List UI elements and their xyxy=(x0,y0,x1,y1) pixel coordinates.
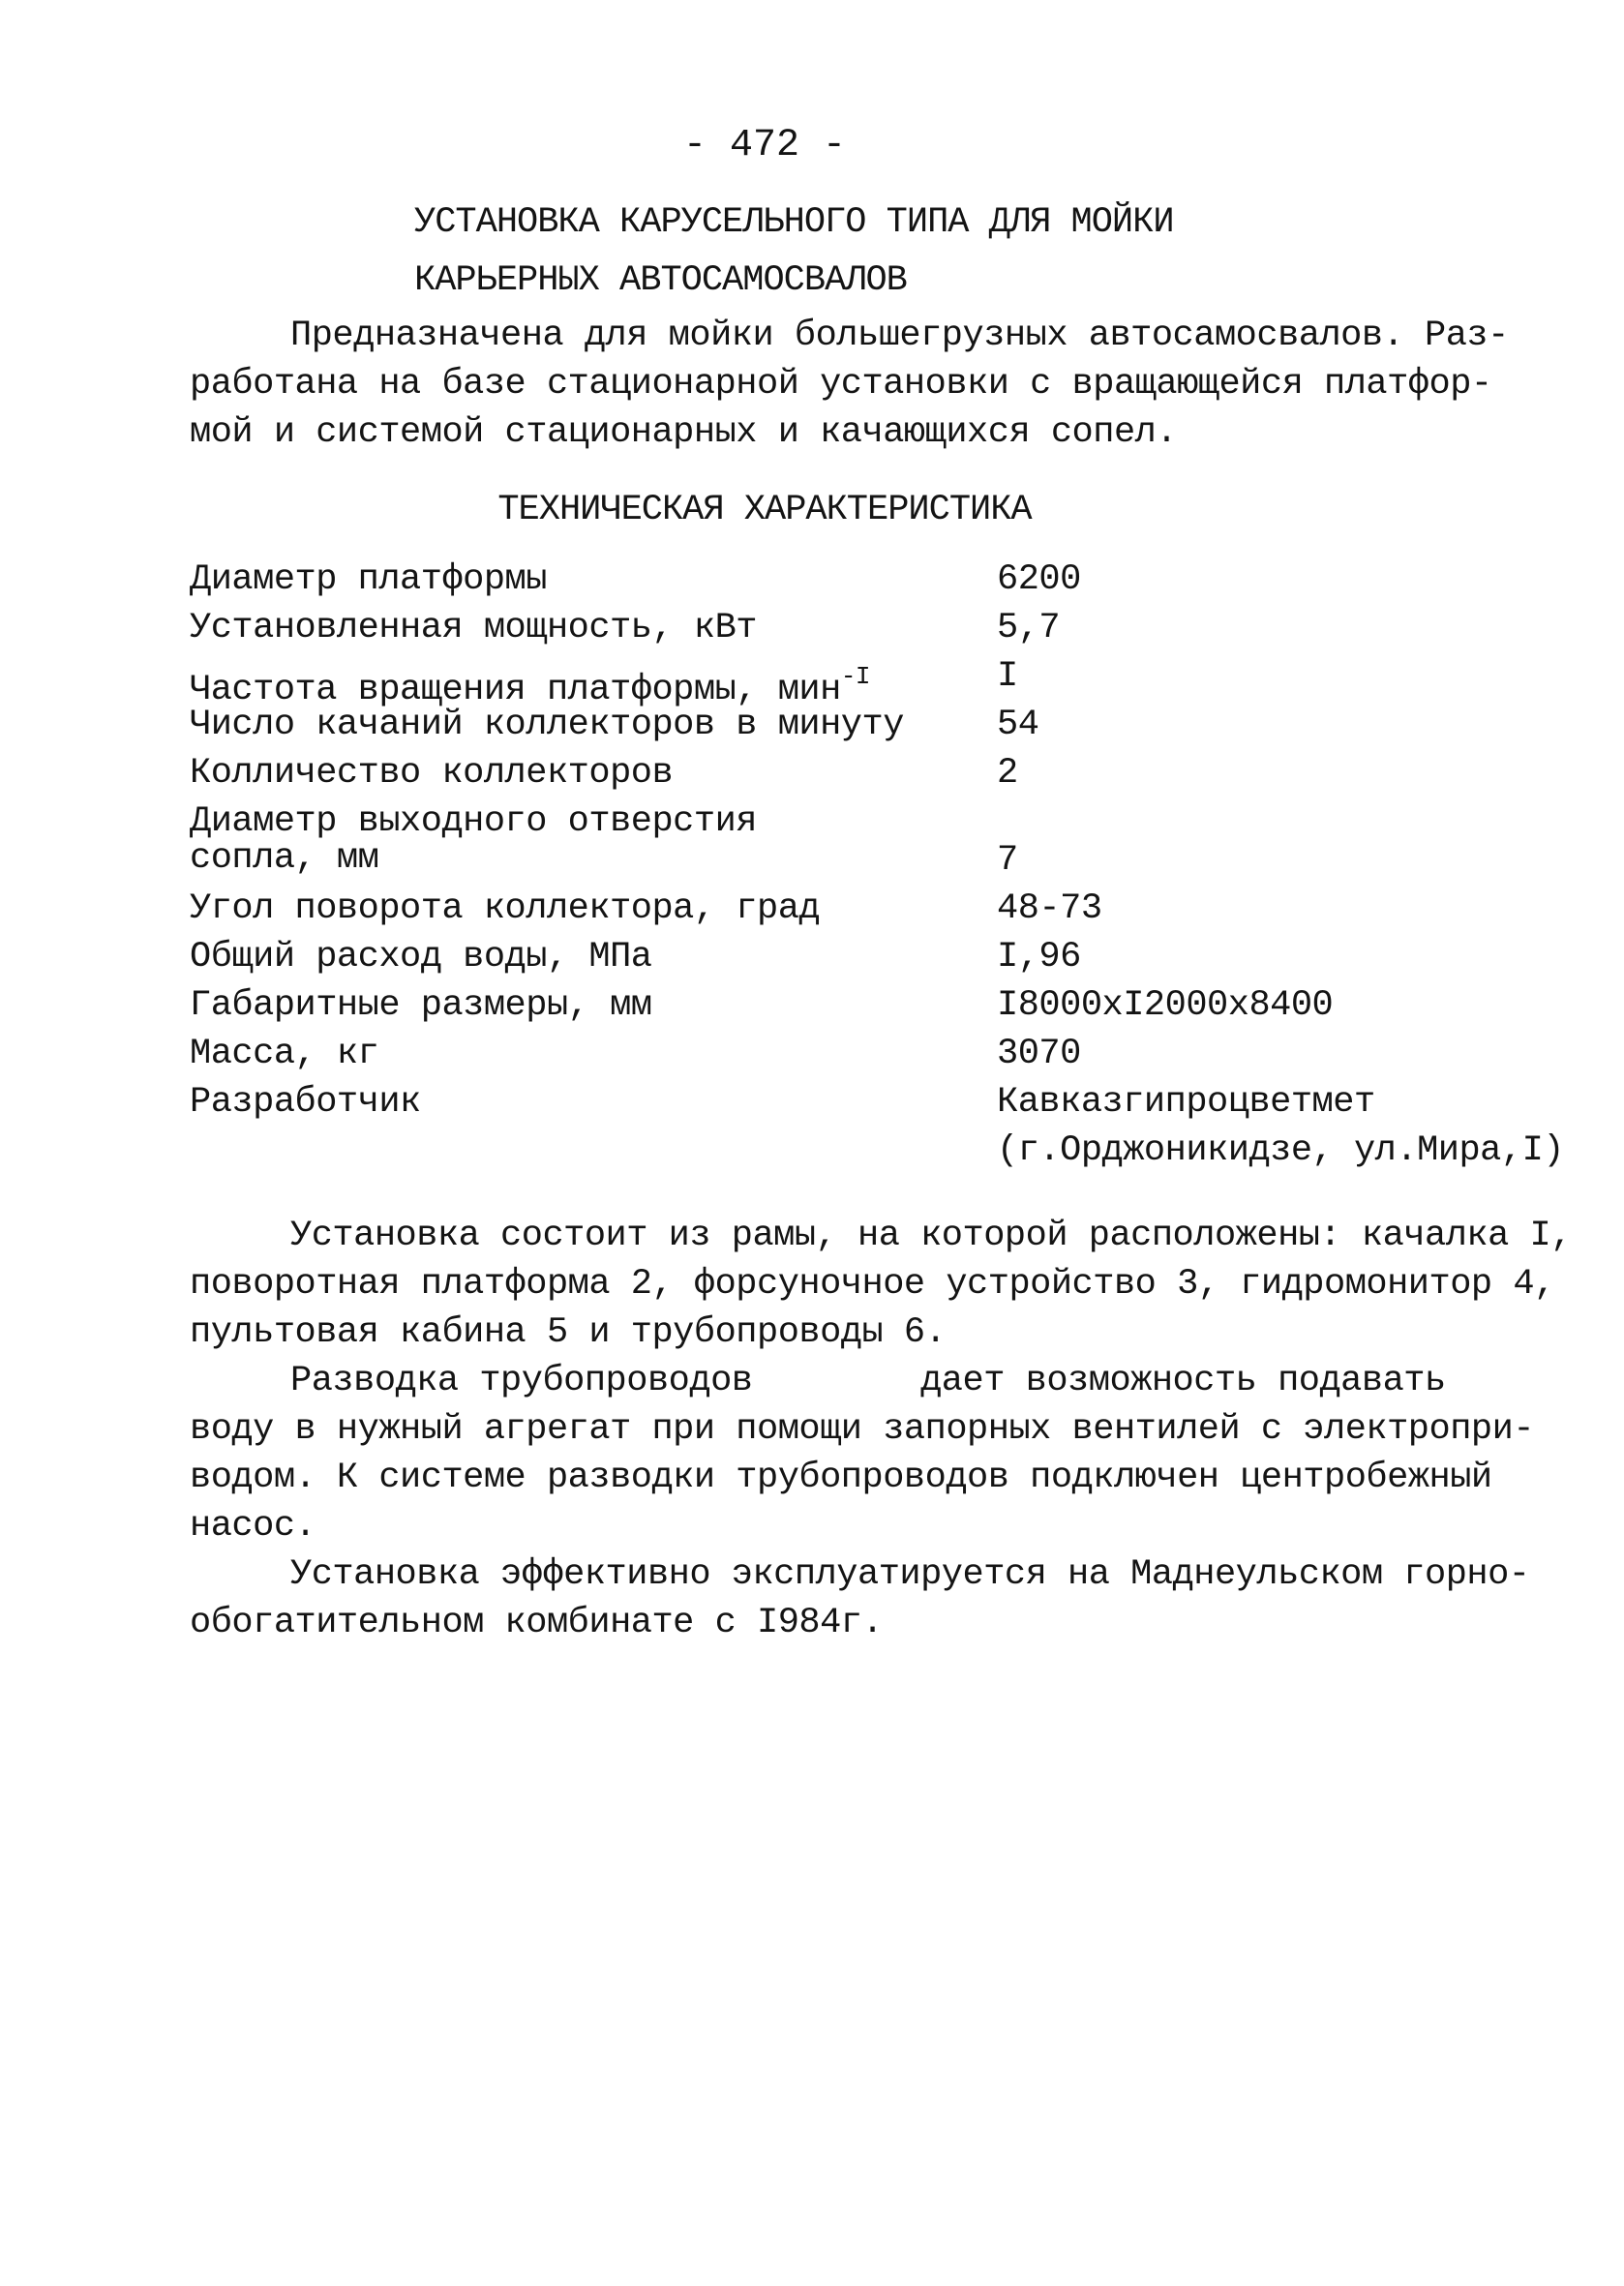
spec-name: Диаметр платформы xyxy=(190,559,547,600)
spec-row xyxy=(190,556,1564,604)
body-line: поворотная платформа 2, форсуночное устройство 3, гидромонитор 4, xyxy=(190,1264,1555,1305)
body-line: Установка состоит из рамы, на которой расположены: качалка I, xyxy=(290,1216,1572,1256)
spec-value: 48-73 xyxy=(997,888,1102,929)
spec-name: Установленная мощность, кВт xyxy=(190,608,757,648)
spec-name: Число качаний коллекторов в минуту xyxy=(190,705,904,745)
spec-name: Разработчик xyxy=(190,1082,421,1123)
body-paragraph-1 xyxy=(190,1212,1572,1357)
body-paragraph-2 xyxy=(190,1357,1534,1550)
body-line: обогатительном комбинате с I984г. xyxy=(190,1603,884,1643)
body-paragraph-3 xyxy=(190,1550,1530,1647)
spec-row xyxy=(190,797,1564,885)
page-number: - 472 - xyxy=(682,124,847,167)
specs-table xyxy=(190,556,1564,1175)
intro-line-1: Предназначена для мойки большегрузных автосамосвалов. Раз- xyxy=(290,316,1509,356)
spec-value: 6200 xyxy=(997,559,1081,600)
spec-value: 2 xyxy=(997,753,1018,794)
document-title xyxy=(414,194,1174,310)
body-line: воду в нужный агрегат при помощи запорных вентилей с электропри- xyxy=(190,1409,1535,1450)
spec-row xyxy=(190,604,1564,652)
spec-name-text: Частота вращения платформы, мин xyxy=(190,670,841,710)
spec-row xyxy=(190,933,1564,981)
spec-row xyxy=(190,652,1564,710)
spec-name: Масса, кг xyxy=(190,1034,379,1074)
spec-value: I8000xI2000x8400 xyxy=(997,985,1334,1026)
spec-value: 7 xyxy=(997,840,1018,881)
spec-row xyxy=(190,701,1564,749)
spec-row xyxy=(190,1078,1564,1175)
spec-row xyxy=(190,749,1564,797)
spec-name: Колличество коллекторов xyxy=(190,753,674,794)
spec-name: Угол поворота коллектора, град xyxy=(190,888,821,929)
body-line: Разводка трубопроводов дает возможность подавать xyxy=(290,1361,1446,1401)
spec-row xyxy=(190,981,1564,1030)
spec-value: 3070 xyxy=(997,1034,1081,1074)
intro-line-3: мой и системой стационарных и качающихся сопел. xyxy=(190,412,1178,453)
intro-line-2: работана на базе стационарной установки с вращающейся платфор- xyxy=(190,364,1492,405)
spec-name: Габаритные размеры, мм xyxy=(190,985,652,1026)
spec-value: Кавказгипроцветмет (г.Орджоникидзе, ул.Мира,I) xyxy=(997,1082,1564,1171)
spec-name-superscript: -I xyxy=(840,662,871,691)
intro-paragraph xyxy=(190,312,1509,457)
spec-value: 54 xyxy=(997,705,1039,745)
spec-row xyxy=(190,1030,1564,1078)
spec-value: I,96 xyxy=(997,937,1081,978)
body-line: пультовая кабина 5 и трубопроводы 6. xyxy=(190,1312,947,1353)
spec-value: I xyxy=(997,656,1018,697)
spec-name: Диаметр выходного отверстия сопла, мм xyxy=(190,801,757,879)
title-line-2: КАРЬЕРНЫХ АВТОСАМОСВАЛОВ xyxy=(414,260,907,301)
specs-heading: ТЕХНИЧЕСКАЯ ХАРАКТЕРИСТИКА xyxy=(497,490,1032,530)
body-line: Установка эффективно эксплуатируется на Маднеульском горно- xyxy=(290,1554,1530,1595)
body-line: водом. К системе разводки трубопроводов подключен центробежный xyxy=(190,1458,1492,1498)
spec-row xyxy=(190,885,1564,933)
spec-name: Общий расход воды, МПа xyxy=(190,937,652,978)
title-line-1: УСТАНОВКА КАРУСЕЛЬНОГО ТИПА ДЛЯ МОЙКИ xyxy=(414,202,1174,243)
spec-value: 5,7 xyxy=(997,608,1061,648)
body-line: насос. xyxy=(190,1506,316,1547)
